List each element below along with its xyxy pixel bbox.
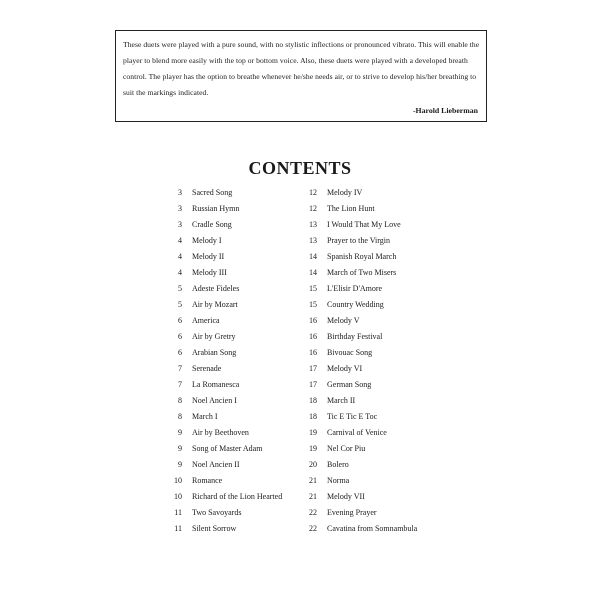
entry-title: Melody V: [327, 316, 360, 325]
entry-page-number: 17: [309, 364, 317, 373]
contents-entry: [295, 185, 445, 201]
contents-entry: [160, 217, 310, 233]
contents-entry: [160, 345, 310, 361]
contents-entry: [160, 377, 310, 393]
entry-title: Bivouac Song: [327, 348, 373, 357]
entry-title: Adeste Fideles: [192, 284, 240, 293]
performance-note-box: [115, 30, 487, 122]
entry-page-number: 15: [309, 284, 317, 293]
contents-entry: [295, 249, 445, 265]
entry-page-number: 21: [309, 476, 317, 485]
entry-title: Melody IV: [327, 188, 363, 197]
contents-entry: [160, 505, 310, 521]
entry-page-number: 19: [309, 444, 317, 453]
entry-title: Cradle Song: [192, 220, 232, 229]
entry-page-number: 3: [178, 188, 182, 197]
entry-page-number: 22: [309, 524, 317, 533]
contents-entry: [160, 441, 310, 457]
contents-entry: [160, 185, 310, 201]
entry-page-number: 21: [309, 492, 317, 501]
entry-page-number: 10: [174, 476, 182, 485]
entry-title: Song of Master Adam: [192, 444, 263, 453]
contents-entry: [295, 457, 445, 473]
entry-page-number: 8: [178, 396, 182, 405]
entry-title: Air by Gretry: [192, 332, 236, 341]
contents-entry: [160, 521, 310, 537]
contents-entry: [160, 425, 310, 441]
contents-entry: [160, 393, 310, 409]
entry-page-number: 4: [178, 268, 182, 277]
contents-entry: [160, 233, 310, 249]
entry-title: German Song: [327, 380, 372, 389]
entry-title: Russian Hymn: [192, 204, 240, 213]
entry-page-number: 17: [309, 380, 317, 389]
contents-entry: [295, 505, 445, 521]
entry-title: March of Two Misers: [327, 268, 397, 277]
entry-page-number: 4: [178, 236, 182, 245]
entry-title: Melody II: [192, 252, 225, 261]
entry-title: I Would That My Love: [327, 220, 401, 229]
entry-title: Melody VI: [327, 364, 363, 373]
contents-entry: [160, 313, 310, 329]
entry-title: Bolero: [327, 460, 349, 469]
contents-entry: [295, 489, 445, 505]
entry-page-number: 9: [178, 444, 182, 453]
contents-entry: [295, 297, 445, 313]
entry-page-number: 6: [178, 348, 182, 357]
contents-entry: [295, 329, 445, 345]
entry-title: Arabian Song: [192, 348, 237, 357]
contents-entry: [295, 201, 445, 217]
entry-page-number: 6: [178, 332, 182, 341]
contents-entry: [295, 265, 445, 281]
entry-page-number: 6: [178, 316, 182, 325]
entry-page-number: 14: [309, 252, 317, 261]
contents-entry: [295, 233, 445, 249]
entry-title: Tic E Tic E Toc: [327, 412, 378, 421]
contents-entry: [295, 345, 445, 361]
entry-page-number: 11: [174, 508, 182, 517]
entry-title: Richard of the Lion Hearted: [192, 492, 283, 501]
entry-title: Air by Mozart: [192, 300, 238, 309]
contents-entry: [160, 297, 310, 313]
entry-title: Melody VII: [327, 492, 365, 501]
entry-page-number: 16: [309, 332, 317, 341]
entry-page-number: 18: [309, 412, 317, 421]
contents-entry: [160, 329, 310, 345]
entry-title: March I: [192, 412, 218, 421]
entry-page-number: 16: [309, 348, 317, 357]
entry-page-number: 20: [309, 460, 317, 469]
entry-title: Evening Prayer: [327, 508, 377, 517]
entry-page-number: 7: [178, 364, 182, 373]
entry-title: Romance: [192, 476, 223, 485]
contents-entry: [295, 441, 445, 457]
contents-entry: [295, 281, 445, 297]
contents-entry: [295, 425, 445, 441]
contents-column-left: [160, 185, 310, 537]
contents-entry: [160, 473, 310, 489]
entry-page-number: 14: [309, 268, 317, 277]
entry-page-number: 18: [309, 396, 317, 405]
entry-title: Melody III: [192, 268, 227, 277]
entry-page-number: 12: [309, 188, 317, 197]
contents-column-right: [295, 185, 445, 537]
contents-entry: [160, 249, 310, 265]
entry-page-number: 19: [309, 428, 317, 437]
entry-title: Prayer to the Virgin: [327, 236, 390, 245]
entry-page-number: 5: [178, 284, 182, 293]
entry-title: Carnival of Venice: [327, 428, 387, 437]
entry-page-number: 9: [178, 428, 182, 437]
entry-page-number: 3: [178, 220, 182, 229]
entry-title: Nel Cor Piu: [327, 444, 366, 453]
entry-title: Noel Ancien I: [192, 396, 237, 405]
entry-title: Norma: [327, 476, 350, 485]
contents-entry: [295, 473, 445, 489]
entry-page-number: 15: [309, 300, 317, 309]
contents-entry: [160, 361, 310, 377]
entry-title: Birthday Festival: [327, 332, 383, 341]
contents-entry: [160, 409, 310, 425]
contents-entry: [295, 313, 445, 329]
entry-title: Serenade: [192, 364, 222, 373]
entry-title: Noel Ancien II: [192, 460, 240, 469]
entry-title: Cavatina from Somnambula: [327, 524, 418, 533]
entry-title: Melody I: [192, 236, 222, 245]
entry-page-number: 13: [309, 220, 317, 229]
entry-title: Two Savoyards: [192, 508, 242, 517]
entry-page-number: 22: [309, 508, 317, 517]
contents-entry: [160, 265, 310, 281]
contents-entry: [160, 201, 310, 217]
note-author: -Harold Lieberman: [412, 106, 478, 115]
contents-entry: [160, 281, 310, 297]
contents-entry: [295, 409, 445, 425]
entry-page-number: 7: [178, 380, 182, 389]
contents-entry: [295, 377, 445, 393]
performance-note-text: These duets were played with a pure sound, with no stylistic inflections or pronounced vibrato. This will enable the player to blend more easily with the top or bottom voice. Also, these duets were played with a developed breath control. The player has the option to breathe whenever he/she needs air, or to strive to develop his/her breathing to suit the markings indicated.: [123, 40, 480, 97]
contents-entry: [295, 521, 445, 537]
entry-title: Silent Sorrow: [192, 524, 237, 533]
entry-page-number: 9: [178, 460, 182, 469]
entry-title: America: [192, 316, 220, 325]
entry-page-number: 11: [174, 524, 182, 533]
contents-entry: [295, 361, 445, 377]
entry-page-number: 12: [309, 204, 317, 213]
entry-title: Air by Beethoven: [192, 428, 249, 437]
entry-page-number: 10: [174, 492, 182, 501]
entry-page-number: 13: [309, 236, 317, 245]
entry-title: Sacred Song: [192, 188, 233, 197]
contents-heading: CONTENTS: [248, 158, 352, 178]
entry-title: L'Elisir D'Amore: [327, 284, 383, 293]
entry-title: The Lion Hunt: [327, 204, 375, 213]
entry-page-number: 4: [178, 252, 182, 261]
entry-page-number: 5: [178, 300, 182, 309]
contents-entry: [295, 217, 445, 233]
entry-page-number: 16: [309, 316, 317, 325]
contents-entry: [295, 393, 445, 409]
contents-entry: [160, 457, 310, 473]
entry-page-number: 3: [178, 204, 182, 213]
entry-page-number: 8: [178, 412, 182, 421]
entry-title: Spanish Royal March: [327, 252, 397, 261]
entry-title: March II: [327, 396, 356, 405]
contents-entry: [160, 489, 310, 505]
entry-title: Country Wedding: [327, 300, 384, 309]
entry-title: La Romanesca: [192, 380, 240, 389]
